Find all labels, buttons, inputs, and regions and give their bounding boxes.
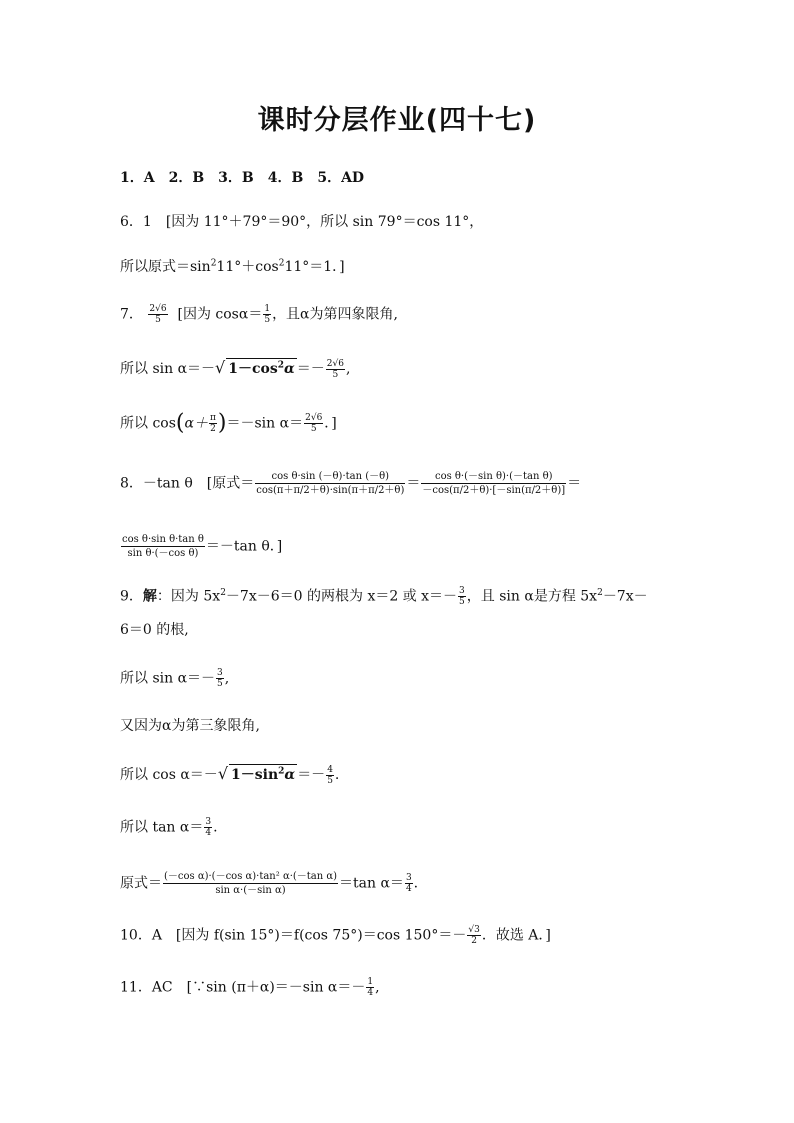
- fraction: $\frac{√3}{2}$: [468, 925, 480, 946]
- fraction: $\frac{2√6}{5}$: [305, 413, 323, 434]
- fraction: $\frac{1}{4}$: [367, 977, 374, 998]
- fraction: $\frac{2√6}{5}$: [149, 304, 167, 325]
- fraction: $\frac{4}{5}$: [327, 764, 333, 786]
- fraction: $\frac{2√6}{5}$: [326, 358, 345, 380]
- sqrt-expression: $1-\cos^2\alpha$: [226, 358, 297, 379]
- fraction: $\frac{3}{4}$: [205, 817, 212, 838]
- fraction: $\frac{\pi}{2}$: [209, 413, 216, 434]
- q9-line-1: 9．解：因为 $5x^2-7x-6=0$ 的两根为 x＝2 或 x＝－ $\frac{3}{5}$ ，且 sin α是方程 $5x^2-7x-$: [120, 586, 648, 607]
- fraction: $\frac{3}{5}$: [459, 586, 465, 607]
- q6-line-1: 6．1 [因为 11°＋79°＝90°，所以 sin 79°＝cos 11°，: [120, 214, 484, 230]
- q8-line-1: 8．－tan θ [原式＝ $\frac{\text{cos θ·sin (－θ)·tan (－θ)}}{\cos(\pi+\pi/2+\theta)\cdot\sin(\pi+\pi/2+\theta)}$ ＝ $\frac{\text{cos θ·(－sin θ)·(－tan θ)}}{-\cos(\pi/2+\theta)\cdot[-\sin(\pi/2+\theta)]}$ ＝: [120, 471, 582, 496]
- q7-line-3: 所以 cos(α＋ $\frac{\pi}{2}$ )＝－sin α＝ $\frac{2√6}{5}$ ．]: [120, 410, 337, 436]
- q8-line-2: $\frac{\text{cos θ·sin θ·tan θ}}{\text{sin θ·(－cos θ)}}$ ＝－tan θ．]: [122, 534, 283, 559]
- q11-line-1: 11．AC [∵sin (π＋α)＝－sin α＝－ $\frac{1}{4}$ ,: [120, 977, 380, 998]
- fraction: $\frac{\text{(－cos α)·(－cos α)·tan² α·(－tan α)}}{\text{sin α·(－sin α)}}$: [164, 871, 338, 896]
- fraction: $\frac{\text{cos θ·sin (－θ)·tan (－θ)}}{\cos(\pi+\pi/2+\theta)\cdot\sin(\pi+\pi/2+\theta)}$: [256, 471, 405, 496]
- q9-line-7: 原式＝ $\frac{\text{(－cos α)·(－cos α)·tan² α·(－tan α)}}{\text{sin α·(－sin α)}}$ ＝tan α＝ $\frac{3}{4}$ .: [120, 871, 419, 896]
- q7-line-1: 7． $\frac{2√6}{5}$ [因为 cosα＝ $\frac{1}{5}$ ，且α为第四象限角,: [120, 304, 398, 325]
- q9-line-6: 所以 tan α＝ $\frac{3}{4}$ .: [120, 817, 218, 838]
- q7-line-2: 所以 sin α＝－√ $1-\cos^2\alpha$ ＝－ $\frac{2√6}{5}$ ,: [120, 358, 351, 380]
- page-title: 课时分层作业(四十七): [257, 105, 537, 136]
- fraction: $\frac{\text{cos θ·(－sin θ)·(－tan θ)}}{-\cos(\pi/2+\theta)\cdot[-\sin(\pi/2+\theta)]}$: [422, 471, 566, 496]
- fraction: $\frac{1}{5}$: [264, 304, 271, 325]
- sqrt-expression: $1-\sin^2\alpha$: [229, 764, 297, 785]
- q9-line-4: 又因为α为第三象限角,: [120, 718, 260, 734]
- q9-line-3: 所以 sin α＝－ $\frac{3}{5}$ ,: [120, 668, 230, 689]
- fraction: $\frac{3}{4}$: [405, 873, 412, 894]
- fraction: $\frac{\text{cos θ·sin θ·tan θ}}{\text{sin θ·(－cos θ)}}$: [122, 534, 204, 559]
- q9-line-5: 所以 cos α＝－√ $1-\sin^2\alpha$ ＝－ $\frac{4}{5}$ .: [120, 764, 340, 786]
- answers-1-5: 1．A 2．B 3．B 4．B 5．AD: [120, 170, 365, 186]
- q10-line-1: 10．A [因为 f(sin 15°)＝f(cos 75°)＝cos 150°＝－ $\frac{√3}{2}$ ．故选 A．]: [120, 925, 551, 946]
- q9-line-2: 6＝0 的根,: [120, 622, 189, 638]
- q6-line-2: 所以原式$=\sin^211^\circ+\cos^211^\circ=1$．]: [120, 258, 345, 275]
- fraction: $\frac{3}{5}$: [217, 668, 223, 689]
